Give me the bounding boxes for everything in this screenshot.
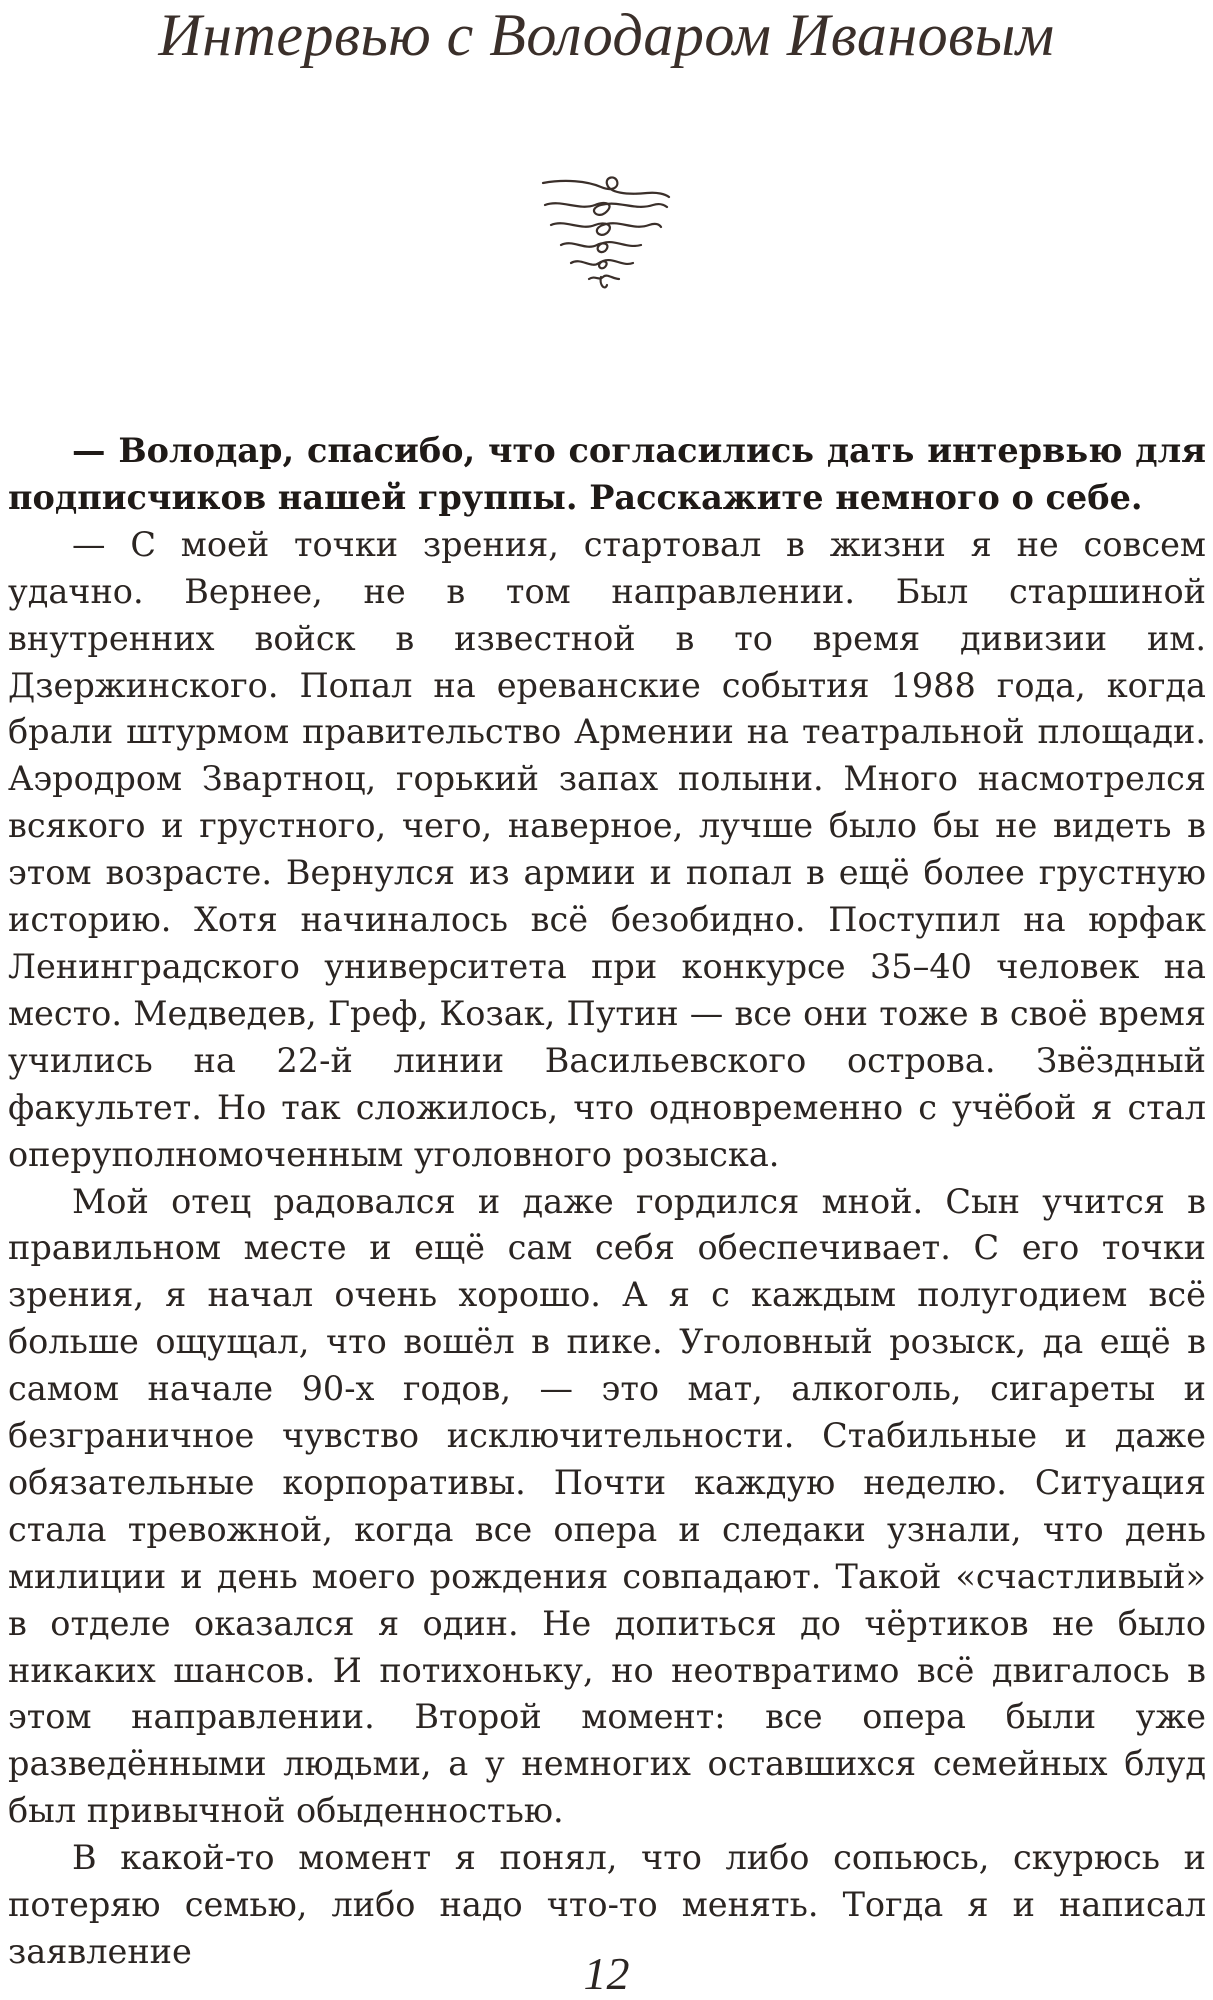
interview-text — [8, 428, 1206, 1976]
flourish-ornament-icon — [535, 175, 675, 295]
interview-question: — Володар, спасибо, что согласились дать интервью для подписчиков нашей группы. Расскажите немного о себе. — [8, 431, 1206, 517]
answer-paragraph: В какой-то момент я понял, что либо сопьюсь, скурюсь и потеряю семью, либо надо что-то менять. Тогда я и написал заявление — [8, 1838, 1206, 1971]
page-number: 12 — [583, 1948, 630, 1999]
chapter-title: Интервью с Володаром Ивановым — [158, 2, 1055, 68]
answer-paragraph: Мой отец радовался и даже гордился мной. Сын учится в правильном месте и ещё сам себя обеспечивает. С его точки зрения, я начал очень хорошо. А я с каждым полугодием всё больше ощущал, что вошёл в пике. Уголовный розыск, да ещё в самом начале 90-х годов, — это мат, алкоголь, сигареты и безграничное чувство исключительности. Стабильные и даже обязательные корпоративы. Почти каждую неделю. Ситуация стала тревожной, когда все опера и следаки узнали, что день милиции и день моего рождения совпадают. Такой «счастливый» в отделе оказался я один. Не допиться до чёртиков не было никаких шансов. И потихоньку, но неотвратимо всё двигалось в этом направлении. Второй момент: все опера были уже разведёнными людьми, а у немногих оставшихся семейных блуд был привычной обыденностью. — [8, 1181, 1206, 1831]
answer-paragraph: — С моей точки зрения, стартовал в жизни я не совсем удачно. Вернее, не в том направлении. Был старшиной внутренних войск в известной в то время дивизии им. Дзержинского. Попал на ереванские события 1988 года, когда брали штурмом правительство Армении на театральной площади. Аэродром Звартноц, горький запах полыни. Много насмотрелся всякого и грустного, чего, наверное, лучше было бы не видеть в этом возрасте. Вернулся из армии и попал в ещё более грустную историю. Хотя начиналось всё безобидно. Поступил на юрфак Ленинградского университета при конкурсе 35–40 человек на место. Медведев, Греф, Козак, Путин — все они тоже в своё время учились на 22-й линии Васильевского острова. Звёздный факультет. Но так сложилось, что одновременно с учёбой я стал оперуполномоченным уголовного розыска. — [8, 524, 1206, 1174]
